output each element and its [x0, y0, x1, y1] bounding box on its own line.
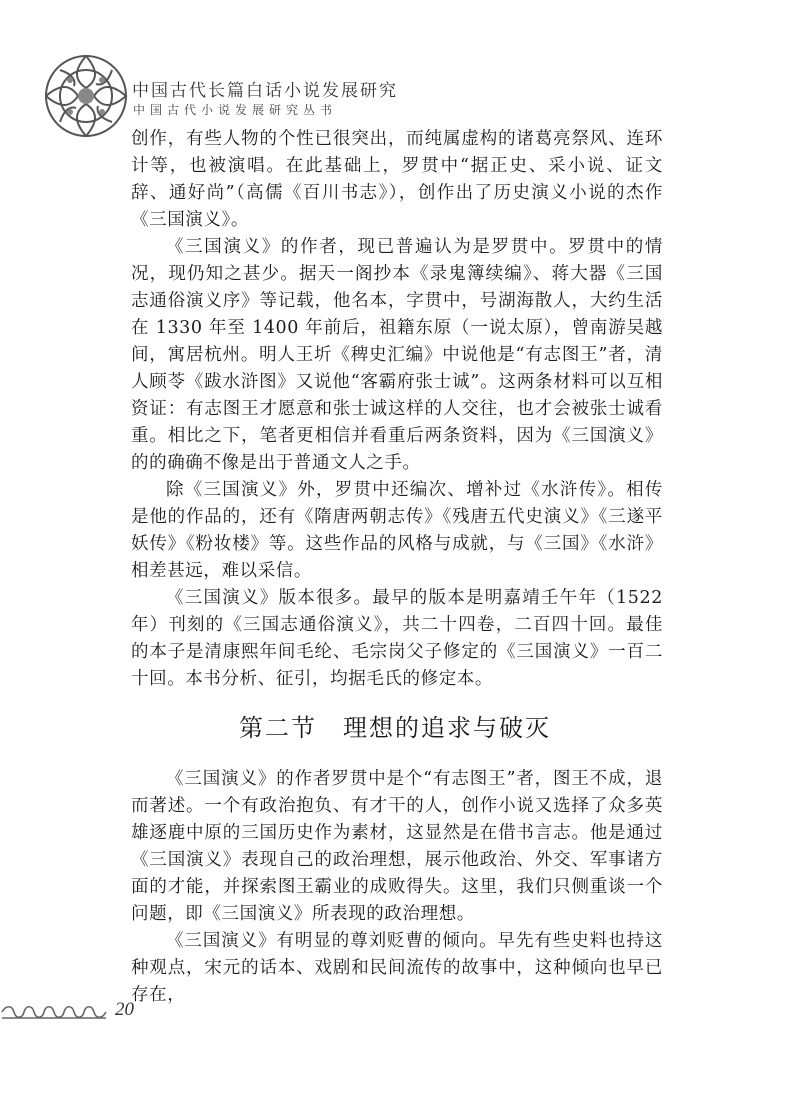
page-footer — [0, 999, 160, 1025]
body-text-part-2 — [131, 766, 663, 1009]
series-subtitle: 中国古代小说发展研究丛书 — [133, 103, 338, 117]
series-title: 中国古代长篇白话小说发展研究 — [132, 81, 398, 101]
cloud-scroll-emblem-icon — [40, 50, 132, 142]
body-text-part-1 — [131, 126, 663, 693]
paragraph: 除《三国演义》外，罗贯中还编次、增补过《水浒传》。相传是他的作品的，还有《隋唐两朝志传》《残唐五代史演义》《三遂平妖传》《粉妆楼》等。这些作品的风格与成就，与《三国》《水浒》相差甚远，难以采信。 — [131, 480, 663, 581]
scroll-border-ornament-icon — [0, 1003, 110, 1021]
section-heading: 第二节 理想的追求与破灭 — [239, 714, 551, 742]
page-number: 20 — [115, 999, 134, 1020]
paragraph: 《三国演义》的作者罗贯中是个“有志图王”者，图王不成，退而著述。一个有政治抱负、有才干的人，创作小说又选择了众多英雄逐鹿中原的三国历史作为素材，这显然是在借书言志。他是通过《三国演义》表现自己的政治理想，展示他政治、外交、军事诸方面的才能，并探索图王霸业的成败得失。这里，我们只侧重谈一个问题，即《三国演义》所表现的政治理想。 — [131, 769, 663, 924]
paragraph: 《三国演义》有明显的尊刘贬曹的倾向。早先有些史料也持这种观点，宋元的话本、戏剧和民间流传的故事中，这种倾向也早已存在， — [131, 931, 663, 1005]
paragraph: 《三国演义》版本很多。最早的版本是明嘉靖壬午年（1522 年）刊刻的《三国志通俗演义》，共二十四卷，二百四十回。最佳的本子是清康熙年间毛纶、毛宗岗父子修定的《三国演义》一百二十回。本书分析、征引，均据毛氏的修定本。 — [131, 588, 663, 689]
paragraph: 《三国演义》的作者，现已普遍认为是罗贯中。罗贯中的情况，现仍知之甚少。据天一阁抄本《录鬼簿续编》、蒋大器《三国志通俗演义序》等记载，他名本，字贯中，号湖海散人，大约生活在 1330 年至 1400 年前后，祖籍东原（一说太原），曾南游吴越间，寓居杭州。明人王圻《稗史汇编》中说他是“有志图王”者，清人顾苓《跋水浒图》又说他“客霸府张士诚”。这两条材料可以互相资证：有志图王才愿意和张士诚这样的人交往，也才会被张士诚看重。相比之下，笔者更相信并看重后两条资料，因为《三国演义》的的确确不像是出于普通文人之手。 — [131, 237, 664, 473]
paragraph-continued: 创作，有些人物的个性已很突出，而纯属虚构的诸葛亮祭风、连环计等，也被演唱。在此基础上，罗贯中“据正史、采小说、证文辞、通好尚”（高儒《百川书志》），创作出了历史演义小说的杰作《三国演义》。 — [131, 129, 663, 230]
